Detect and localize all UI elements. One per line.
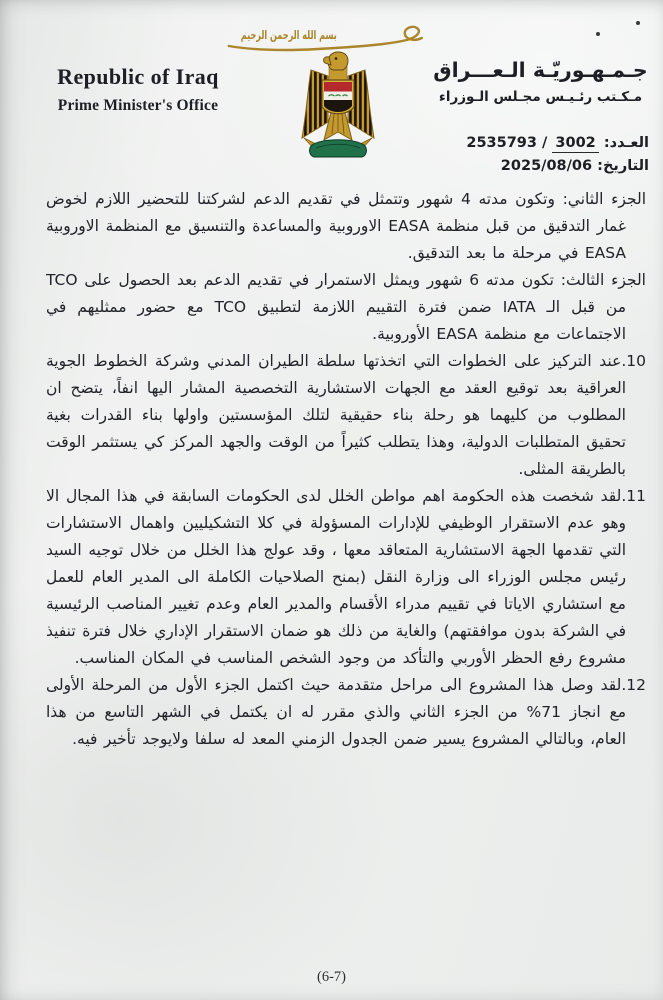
arabic-country-title: جـمـهـوريّـة الـعـــراق (433, 58, 648, 82)
english-office-title: Prime Minister's Office (57, 97, 219, 114)
body-paragraph-part3: الجزء الثالث: تكون مدته 6 شهور ويمثل الاستمرار في تقديم الدعم بعد الحصول على TCO من قبل الـ IATA ضمن فترة التقييم اللازمة لتطبيق TCO مع حضور ممثليهم في الاجتماعات مع منظمة EASA الأوروبية. (46, 271, 646, 343)
english-letterhead (38, 64, 238, 115)
bismillah-text: بسم الله الرحمن الرحيم (240, 28, 337, 42)
iraq-coat-of-arms-icon (298, 50, 378, 166)
document-body (46, 186, 646, 753)
number-separator: / (542, 135, 548, 151)
body-paragraph-item11: 11.لقد شخصت هذه الحكومة اهم مواطن الخلل لدى الحكومات السابقة في هذا المجال الا وهو عدم الاستقرار الوظيفي للإدارات المسؤولة في كلا التشكيليين واهمال الاستشارات التي تقدمها الجهة الاستشارية المتعاقد معها ، وقد عولج هذا الخلل من خلال توجيه السيد رئيس مجلس الوزراء الى وزارة النقل (بمنح الصلاحيات الكاملة الى المدير العام للعمل مع استشاري الاياتا في تقييم مدراء الأقسام والمدير العام وعدم تغيير المناصب الرئيسية في الشركة بدون موافقتهم) والغاية من ذلك هو ضمان الاستقرار الإداري خلال فترة تنفيذ مشروع رفع الحظر الأوربي والتأكد من وجود الشخص المناسب في المكان المناسب. (46, 487, 646, 667)
reference-block (466, 135, 649, 181)
page-number: (6-7) (317, 969, 346, 985)
body-paragraph-item10: 10.عند التركيز على الخطوات التي اتخذتها سلطة الطيران المدني وشركة الخطوط الجوية العراقية بعد توقيع العقد مع الجهات الاستشارية التخصصية المشار اليها انفاً، يتضح ان المطلوب من كليهما هو رحلة بناء حقيقية لتلك المؤسستين واولها بناء القدرات بغية تحقيق المتطلبات الدولية، وهذا يتطلب كثيراً من الوقت والجهد المركز كي يستثمر الوقت بالطريقة المثلى. (46, 352, 646, 478)
scan-speck (636, 21, 640, 25)
document-date-line (466, 158, 649, 174)
date-value: 2025/08/06 (500, 158, 593, 174)
scan-speck (596, 32, 600, 36)
date-label: التاريخ: (597, 158, 649, 174)
body-paragraph-part2: الجزء الثاني: وتكون مدته 4 شهور وتتمثل في تقديم الدعم لشركتنا للتحضير اللازم لخوض غمار التدقيق من قبل منظمة EASA الاوروبية والمساعدة والتنسيق مع المنظمة الاوروبية EASA في مرحلة ما بعد التدقيق. (46, 190, 646, 262)
body-paragraph-item12: 12.لقد وصل هذا المشروع الى مراحل متقدمة حيث اكتمل الجزء الأول من المرحلة الأولى مع انجاز 71% من الجزء الثاني والذي مقرر له ان يكتمل في الشهر التاسع من هذا العام، وبالتالي المشروع يسير ضمن الجدول الزمني المعد له سلفا ولايوجد تأخير فيه. (46, 676, 646, 748)
number-secondary: 2535793 (466, 135, 537, 151)
arabic-office-title: مـكـتب رئـيـس مجـلس الـوزراء (438, 89, 643, 105)
number-primary: 3002 (552, 135, 598, 153)
document-number-line (466, 135, 649, 151)
english-country-title: Republic of Iraq (57, 64, 219, 89)
number-label: العـدد: (603, 135, 649, 151)
arabic-letterhead (428, 58, 653, 105)
